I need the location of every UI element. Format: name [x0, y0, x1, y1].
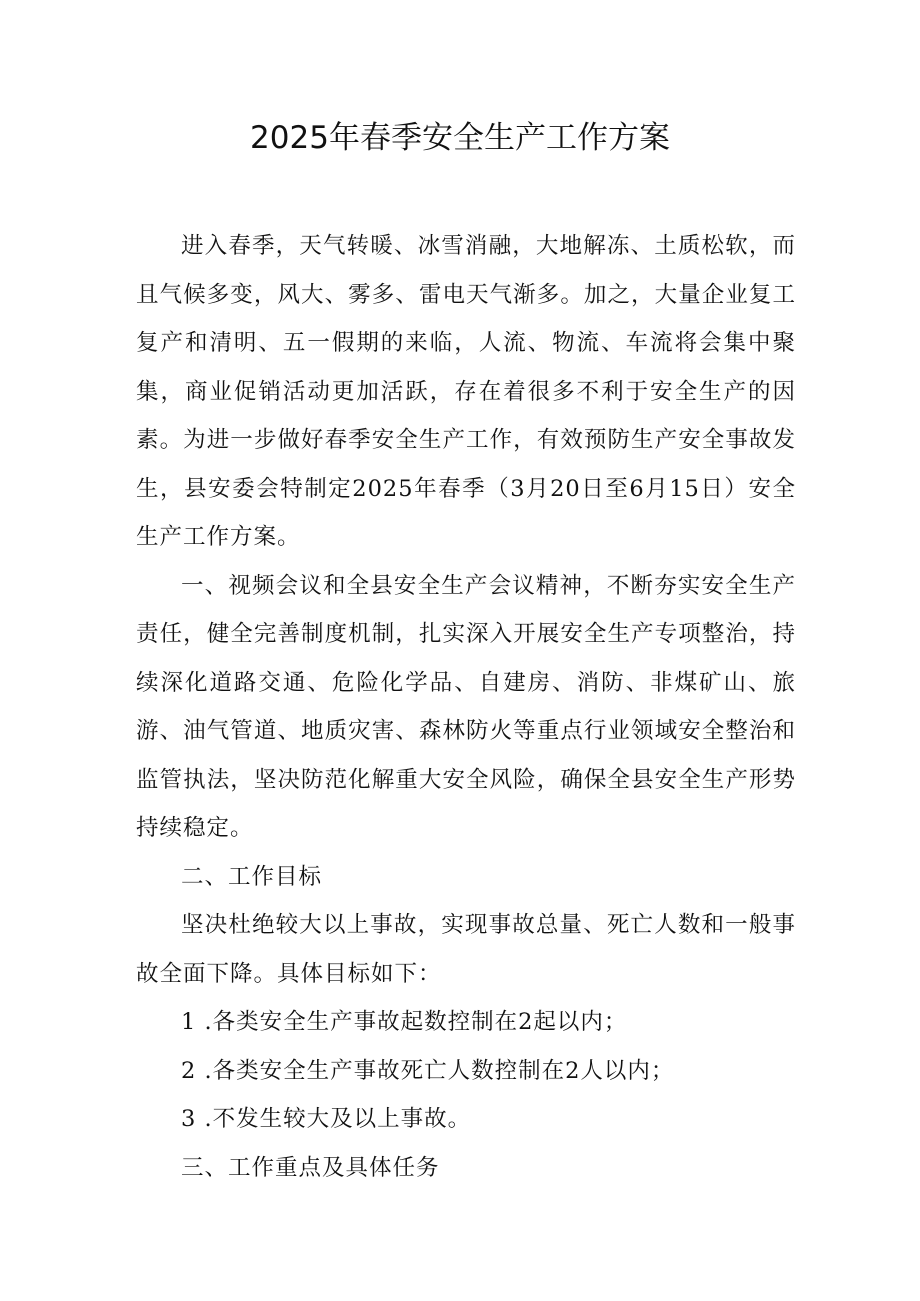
document-title: 2025年春季安全生产工作方案 [250, 120, 670, 156]
goal-intro-paragraph: 坚决杜绝较大以上事故，实现事故总量、死亡人数和一般事故全面下降。具体目标如下： [136, 912, 796, 987]
intro-paragraph: 进入春季，天气转暖、冰雪消融，大地解冻、土质松软，而且气候多变，风大、雾多、雷电天气渐多。加之，大量企业复工复产和清明、五一假期的来临，人流、物流、车流将会集中聚集，商业促销活动更加活跃，存在着很多不利于安全生产的因素。为进一步做好春季安全生产工作，有效预防生产安全事故发生，县安委会特制定2025年春季（3月20日至6月15日）安全生产工作方案。 [136, 233, 796, 550]
goal-item-1: 1 .各类安全生产事故起数控制在2起以内； [181, 1009, 628, 1035]
goal-item-3: 3 .不发生较大及以上事故。 [181, 1106, 472, 1132]
document-body [136, 222, 796, 1192]
section-three-heading: 三、工作重点及具体任务 [181, 1154, 440, 1181]
goal-item-2: 2 .各类安全生产事故死亡人数控制在2人以内； [181, 1057, 675, 1084]
section-one-paragraph: 一、视频会议和全县安全生产会议精神，不断夯实安全生产责任，健全完善制度机制，扎实深入开展安全生产专项整治，持续深化道路交通、危险化学品、自建房、消防、非煤矿山、旅游、油气管道、地质灾害、森林防火等重点行业领域安全整治和监管执法，坚决防范化解重大安全风险，确保全县安全生产形势持续稳定。 [136, 572, 796, 841]
section-two-heading: 二、工作目标 [181, 863, 323, 890]
